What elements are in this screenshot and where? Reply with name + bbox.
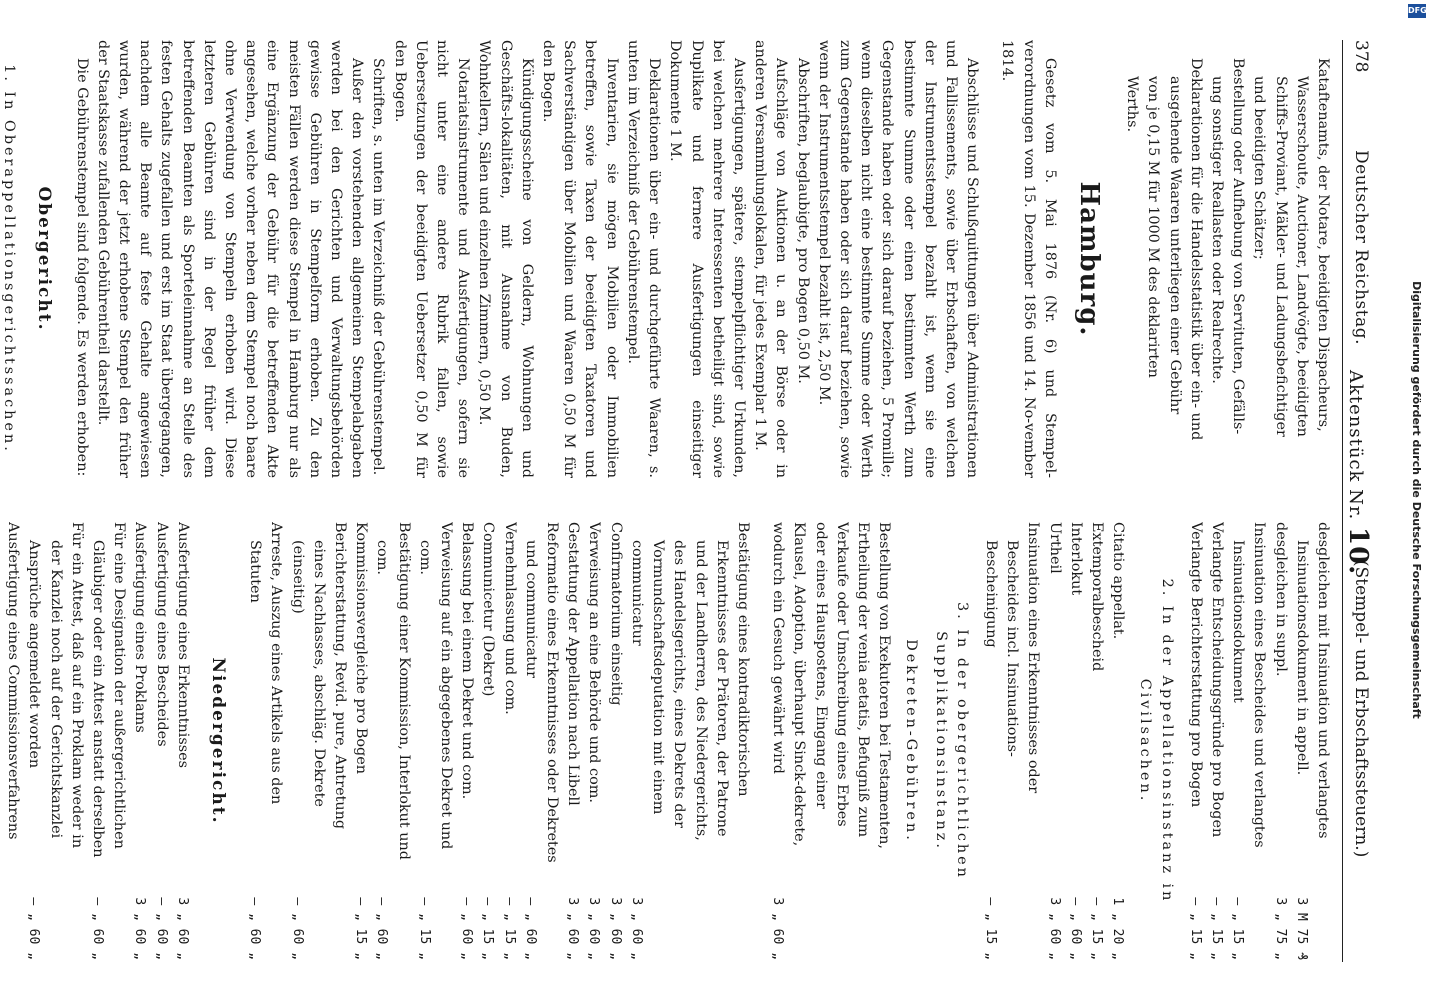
intro-line: ung sonstiger Reallasten oder Realrechte. — [1208, 76, 1225, 384]
fee-label: desgleichen mit Insinuation und verlangtes Insinuationsdokument in appell. — [1293, 522, 1331, 839]
fee-list-c — [244, 522, 753, 960]
paragraph: Außer den vorstehenden allgemeinen Stempelabgaben werden bei den Gerichten und Verwaltungsbehörden gewisse Gebühren in Stempelform erhoben. Zu den meisten Fällen werden diese Stempel in Hamburg nur als eine Ergänzung der Gebühr für die betreffenden Akte angesehen, welche vorher neben dem Stempel noch baare ohne Verwendung von Stempeln erhoben wird. Diese letzteren Gebühren sind in der Regel früher dem betreffenden Beamten als Sporteleinnahme an Stelle des festen Gehalts zugefallen und erst im Staat übergegangen, nachdem alle Beamte auf feste Gehalte angewiesen wurden, während der jetzt erhobene Stempel den früher der Staatskasse zufallenden Gebührentheil darstellt. — [94, 40, 366, 478]
intro-paragraph — [1121, 40, 1333, 478]
fee-row — [1086, 522, 1107, 960]
dekreten-amount: 3 „ 60 „ — [770, 897, 786, 960]
page-header — [1342, 40, 1383, 962]
dekreten-paragraph: Bestellung von Exekutoren bei Testamenten, Ertheilung der venia aetatis, Befugniß zum Verkaufe oder Umschreibung eines Erbes oder eines Hauspostens, Eingang einer Klausel, Adoption, überhaupt Sinck-dekrete, wodurch ein Gesuch gewährt wird — [770, 522, 893, 849]
fee-row — [583, 522, 604, 960]
fee-list-d — [0, 522, 193, 960]
fee-label: Reformatio eines Erkenntnisses oder Dekretes und communicatur — [522, 522, 561, 863]
fee-row — [626, 522, 753, 960]
fee-amount: — „ 15 „ — [982, 897, 998, 960]
fee-amount: 3 „ 60 „ — [628, 897, 644, 960]
section-title-hamburg: Hamburg. — [1073, 181, 1104, 337]
fee-label: Citatio appellat. — [1110, 522, 1127, 640]
law-reference: Gesetz vom 5. Mai 1876 (Nr. 6) und Stempel-verordnungen vom 15. Dezember 1856 und 14. No-vember 1814. — [999, 40, 1058, 478]
fee-label: Ausfertigung eines Proklams — [132, 522, 149, 733]
fee-amount: 3 „ 60 „ — [132, 897, 148, 960]
fee-row — [498, 522, 519, 960]
subsection-title: 1. In Oberappellationsgerichtssachen. — [1, 64, 18, 454]
paragraph: Notariatsinstrumente und Ausfertigungen, sofern sie nicht unter eine andere Rubrik fallen, sowie Uebersetzungen der beeidigten Uebersetzer 0,50 M für den Bogen. — [391, 40, 472, 478]
fee-amount: — „ 60 „ — [374, 897, 390, 960]
paragraph: Deklarationen über ein- und durchgeführte Waaren, s. unten im Verzeichniß der Gebührenstempel. — [624, 40, 663, 478]
fee-amount: — „ 15 „ — [501, 897, 517, 960]
left-column — [1, 40, 1333, 478]
fee-amount: 3 „ 60 „ — [565, 897, 581, 960]
fee-row — [129, 522, 150, 960]
fee-row — [23, 522, 87, 960]
fee-row — [456, 522, 477, 960]
fee-label: Vernehmlassung und com. — [501, 522, 518, 715]
fee-amount: 3 „ 60 „ — [174, 897, 190, 960]
fee-amount: — „ 60 „ — [26, 897, 42, 960]
fee-list-b — [980, 522, 1128, 960]
dfg-logo: DFG — [1408, 4, 1426, 18]
fee-label: Ausfertigung eines Bescheides — [153, 522, 170, 747]
left-paragraphs — [70, 40, 982, 478]
fee-row — [477, 522, 498, 960]
fee-row — [1269, 522, 1290, 960]
aktenstueck-number: 10. — [1343, 527, 1373, 576]
intro-line: Werths. — [1124, 76, 1141, 133]
fee-amount: — „ 60 „ — [459, 897, 475, 960]
fee-label: Interlokut — [1067, 522, 1084, 596]
dekreten-paragraph-row — [767, 522, 894, 960]
fee-label: Arreste, Auszug eines Artikels aus den Statuten — [247, 522, 285, 805]
fee-label: Communicetur (Dekret) — [480, 522, 497, 697]
fee-amount: — „ 60 „ — [247, 897, 263, 960]
publication-title: Deutscher Reichstag. — [1351, 150, 1371, 345]
fee-row — [980, 522, 1044, 960]
subsection-appellation: 2. In der Appellationsinstanz in Civilsachen. — [1137, 578, 1175, 904]
page-subject: (Stempel- und Erbschaftssteuern.) — [1351, 560, 1371, 858]
fee-label: Berichterstattung, Revid. pure, Antretung eines Nachlasses, abschläg. Dekrete (einseitig) — [289, 522, 349, 830]
fee-amount: — „ 60 „ — [1067, 897, 1083, 960]
intro-line: Kataftenamts, der Notare, beeidigten Dispacheurs, — [1315, 58, 1331, 432]
fee-row — [1065, 522, 1086, 960]
fee-amount: — „ 60 „ — [289, 897, 305, 960]
fee-amount: — „ 15 „ — [1187, 897, 1203, 960]
fee-label: Bestätigung eines kontradiktorischen Erkenntnisses der Prätoren, der Patrone und der Landherren, des Niedergerichts, des Handelsgerichts, eines Dekrets der Vormundschaftsdeputation mit einem communicatur — [628, 522, 751, 841]
fee-amount: 3 „ 75 „ — [1272, 897, 1288, 960]
fee-label: Ausfertigung eines Erkenntnisses — [174, 522, 191, 769]
fee-amount: — „ 15 „ — [416, 897, 432, 960]
intro-line: Wasserschoute, Auctioner, Landvögte, beeidigten — [1293, 76, 1310, 437]
intro-line: von je 0,15 M für 1000 M des deklarirten — [1145, 76, 1162, 378]
fee-label: Urtheil — [1046, 522, 1063, 574]
fee-row — [1043, 522, 1064, 960]
fee-row — [562, 522, 583, 960]
dekreten-title: Dekreten-Gebühren. — [903, 639, 920, 843]
intro-line: ausgehende Waaren unterliegen einer Gebühr — [1166, 76, 1183, 415]
fee-label: Extemporalbescheid — [1088, 522, 1105, 672]
fee-amount: — „ 15 „ — [480, 897, 496, 960]
intro-line: Bestellung oder Aufhebung von Servituten, Gefälls- — [1230, 58, 1247, 435]
fee-row — [150, 522, 171, 960]
paragraph: Schriften, s. unten im Verzeichniß der Gebührenstempel. — [370, 58, 387, 476]
paragraph: Ausfertigungen, spätere, stempelpflichtiger Urkunden, bei welchen mehrere Interessenten betheiligt sind, sowie Duplikate und fernere Ausfertigungen einseitiger Dokumente 1 M. — [667, 40, 747, 478]
page-number: 378 — [1351, 40, 1371, 73]
fee-amount: — „ 15 „ — [1230, 897, 1246, 960]
aktenstueck-label — [1343, 370, 1373, 575]
fee-amount: — „ 60 „ — [522, 897, 538, 960]
fee-label: Confirmatorium einseitig — [607, 522, 624, 706]
subsection-supplikation: 3. In der obergerichtlichen Supplikationsinstanz. — [932, 602, 970, 880]
fee-amount: 3 M 75 ₰ — [1293, 897, 1309, 960]
fee-row — [1185, 522, 1206, 960]
fee-label: Ausfertigung eines Commissionsverfahrens — [5, 522, 22, 840]
fee-list-a — [1185, 522, 1333, 960]
paragraph: Die Gebührenstempel sind folgende. Es werden erhoben: — [73, 58, 90, 477]
aktenstueck-text: Aktenstück Nr. — [1345, 370, 1366, 521]
section-title-obergericht: Obergericht. — [34, 186, 55, 332]
digitization-credit — [1401, 20, 1431, 980]
fee-amount: 3 „ 60 „ — [607, 897, 623, 960]
paragraph: Abschlüsse und Schlußquittungen über Administrationen und Fallissements, sowie über Erbschaften, von welchen der Instrumentsstempel bezahlt ist, wenn sie eine bestimmte Summe oder einen bestimmten Werth zum Gegenstande haben oder sich darauf beziehen, 5 Promille; wenn dieselben nicht eine bestimmte Summe oder Werth zum Gegenstande haben oder sich darauf beziehen, sowie wenn der Instrumentsstempel bezahlt ist, 2,50 M. — [815, 40, 981, 478]
section-title-niedergericht: Niedergericht. — [208, 657, 229, 825]
intro-line: Schiffs-Proviant, Mäkler- und Ladungsbefichtiger — [1272, 76, 1289, 437]
fee-row — [414, 522, 456, 960]
fee-amount: 1 „ 20 „ — [1110, 897, 1126, 960]
fee-row — [244, 522, 286, 960]
fee-row — [371, 522, 413, 960]
fee-row — [520, 522, 562, 960]
fee-row — [172, 522, 193, 960]
fee-row — [350, 522, 371, 960]
digitization-credit-text: Digitalisierung gefördert durch die Deutsche Forschungsgemeinschaft — [1410, 281, 1423, 719]
fee-amount: — „ 60 „ — [90, 897, 106, 960]
fee-label: Verlangte Berichterstattung pro Bogen — [1187, 522, 1204, 808]
paragraph: Kündigungsscheine von Geldern, Wohnungen und Geschäfts-lokalitäten, mit Ausnahme von Buden, Wohnkellern, Sälen und einzelnen Zimmern, 0,50 M. — [476, 40, 535, 478]
fee-label: Verlangte Entscheidungsgründe pro Bogen — [1208, 522, 1225, 838]
fee-label: Für eine Designation der außergerichtlichen Gläubiger oder ein Attest anstatt derselben — [90, 522, 128, 858]
fee-label: Kommissionsvergleiche pro Bogen — [353, 522, 370, 775]
paragraph: Aufschläge von Auktionen u. an der Börse oder in anderen Versammlungslokalen, für jedes Exemplar 1 M. — [752, 40, 790, 478]
fee-label: Gestattung der Appellation nach Libell — [565, 522, 582, 806]
fee-row — [0, 522, 23, 960]
fee-row — [605, 522, 626, 960]
fee-row — [87, 522, 129, 960]
fee-amount: — „ 15 „ — [353, 897, 369, 960]
fee-row — [1227, 522, 1269, 960]
fee-row — [1206, 522, 1227, 960]
fee-amount: — „ 15 „ — [1208, 897, 1224, 960]
right-column — [5, 522, 1333, 960]
paragraph: Abschriften, beglaubigte, pro Bogen 0,50 M. — [794, 58, 811, 384]
fee-amount: 3 „ 60 „ — [586, 897, 602, 960]
intro-line: Deklarationen für die Handelsstatistik über ein- und — [1187, 58, 1204, 441]
fee-row — [286, 522, 350, 960]
fee-row — [1291, 522, 1333, 960]
fee-amount: — „ 60 „ — [153, 897, 169, 960]
fee-label: Bestätigung einer Kommission, Interlokut und com. — [374, 522, 412, 860]
paragraph: Inventarien, sie mögen Mobilien oder Immobilien betreffen, sowie Taxen der beeidigten Taxatoren und Sachverständigen über Mobilien und Waaren 0,50 M für den Bogen. — [540, 40, 620, 478]
fee-label: Belassung bei einem Dekret und com. — [459, 522, 476, 800]
fee-label: Insinuation eines Bescheides und verlangtes Insinuationsdokument — [1230, 522, 1268, 848]
fee-amount: 3 „ 60 „ — [1046, 897, 1062, 960]
fee-label: Verweisung auf ein abgegebenes Dekret und com. — [416, 522, 455, 850]
fee-label: Für ein Attest, daß auf ein Proklam weder in der Kanzlei noch auf der Gerichtskanzlei Ansprüche angemeldet worden — [26, 522, 85, 849]
intro-line: und beeidigten Schätzer; — [1251, 76, 1268, 260]
fee-label: Verweisung an eine Behörde und com. — [586, 522, 603, 803]
fee-label: desgleichen in suppl. — [1272, 522, 1289, 677]
fee-label: Insinuation eines Erkenntnisses oder Bescheides incl. Insinuations-Bescheinigung — [982, 522, 1042, 794]
fee-row — [1107, 522, 1128, 960]
fee-amount: — „ 15 „ — [1088, 897, 1104, 960]
